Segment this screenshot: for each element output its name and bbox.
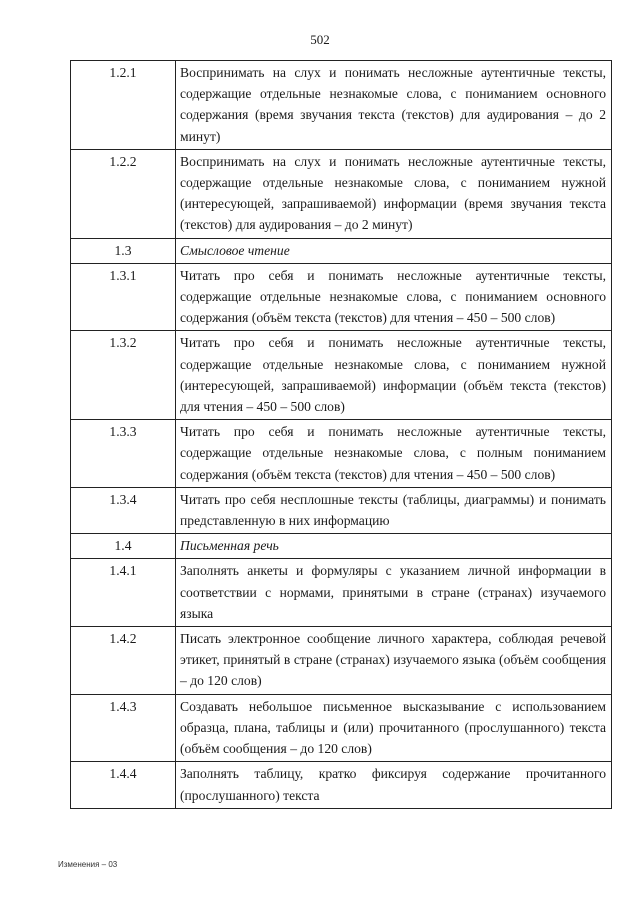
row-number-cell: 1.3.3 xyxy=(71,420,176,488)
requirement-text-cell: Создавать небольшое письменное высказывание с использованием образца, плана, таблицы и (или) прочитанного (прослушанного) текста (объём сообщения – до 120 слов) xyxy=(176,694,612,762)
table-row xyxy=(71,61,612,150)
table-row xyxy=(71,487,612,533)
row-number-cell: 1.2.1 xyxy=(71,61,176,150)
row-number-cell: 1.4 xyxy=(71,534,176,559)
table-row xyxy=(71,559,612,627)
row-number-cell: 1.4.3 xyxy=(71,694,176,762)
row-number-cell: 1.2.2 xyxy=(71,149,176,238)
section-heading-cell: Письменная речь xyxy=(176,534,612,559)
row-number-cell: 1.3.1 xyxy=(71,263,176,331)
table-row xyxy=(71,762,612,808)
table-row xyxy=(71,534,612,559)
row-number-cell: 1.4.1 xyxy=(71,559,176,627)
requirements-table xyxy=(70,60,612,809)
requirement-text-cell: Читать про себя и понимать несложные аутентичные тексты, содержащие отдельные незнакомые слова, с пониманием нужной (интересующей, запрашиваемой) информации (объём текста (текстов) для чтения – 450 – 500 слов) xyxy=(176,331,612,420)
requirement-text-cell: Читать про себя и понимать несложные аутентичные тексты, содержащие отдельные незнакомые слова, с пониманием основного содержания (объём текста (текстов) для чтения – 450 – 500 слов) xyxy=(176,263,612,331)
table-row xyxy=(71,694,612,762)
table-row xyxy=(71,627,612,695)
row-number-cell: 1.3.2 xyxy=(71,331,176,420)
section-heading-cell: Смысловое чтение xyxy=(176,238,612,263)
row-number-cell: 1.4.4 xyxy=(71,762,176,808)
requirement-text-cell: Писать электронное сообщение личного характера, соблюдая речевой этикет, принятый в стране (странах) изучаемого языка (объём сообщения – до 120 слов) xyxy=(176,627,612,695)
requirement-text-cell: Заполнять анкеты и формуляры с указанием личной информации в соответствии с нормами, принятыми в стране (странах) изучаемого языка xyxy=(176,559,612,627)
table-row xyxy=(71,331,612,420)
footer-revision-note: Изменения – 03 xyxy=(58,860,118,869)
row-number-cell: 1.4.2 xyxy=(71,627,176,695)
row-number-cell: 1.3 xyxy=(71,238,176,263)
table-row xyxy=(71,420,612,488)
requirement-text-cell: Заполнять таблицу, кратко фиксируя содержание прочитанного (прослушанного) текста xyxy=(176,762,612,808)
table-body xyxy=(71,61,612,809)
table-row xyxy=(71,238,612,263)
table-row xyxy=(71,263,612,331)
requirement-text-cell: Воспринимать на слух и понимать несложные аутентичные тексты, содержащие отдельные незнакомые слова, с пониманием нужной (интересующей, запрашиваемой) информации (время звучания текста (текстов) для аудирования – до 2 минут) xyxy=(176,149,612,238)
requirement-text-cell: Читать про себя несплошные тексты (таблицы, диаграммы) и понимать представленную в них информацию xyxy=(176,487,612,533)
table-row xyxy=(71,149,612,238)
requirement-text-cell: Воспринимать на слух и понимать несложные аутентичные тексты, содержащие отдельные незнакомые слова, с пониманием основного содержания (время звучания текста (текстов) для аудирования – до 2 минут) xyxy=(176,61,612,150)
page-number: 502 xyxy=(310,32,330,47)
row-number-cell: 1.3.4 xyxy=(71,487,176,533)
requirement-text-cell: Читать про себя и понимать несложные аутентичные тексты, содержащие отдельные незнакомые слова, с полным пониманием содержания (объём текста (текстов) для чтения – 450 – 500 слов) xyxy=(176,420,612,488)
